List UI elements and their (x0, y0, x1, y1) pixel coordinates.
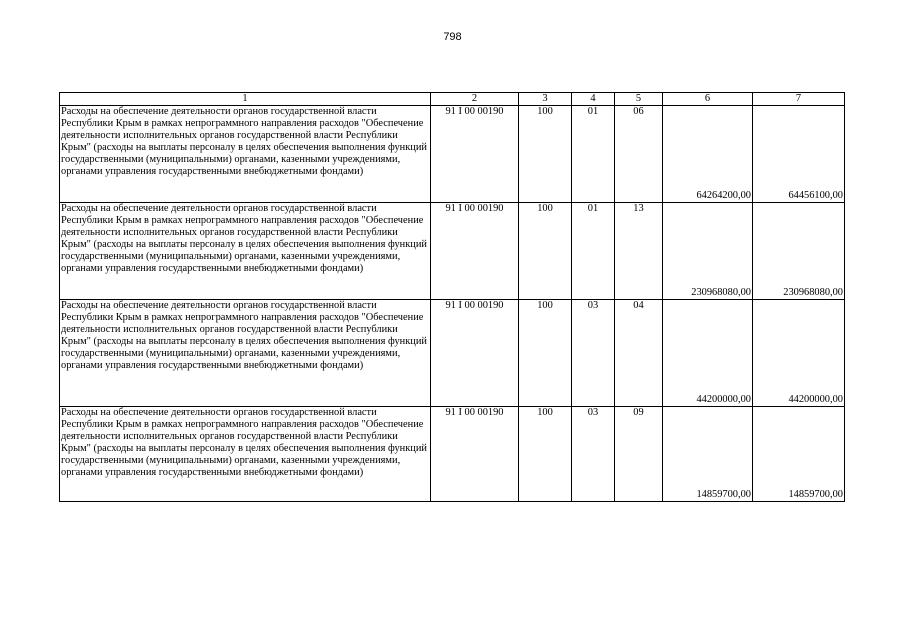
row-expense-type: 100 (519, 300, 572, 407)
column-header: 1 (60, 93, 431, 106)
budget-table (59, 92, 845, 502)
row-code: 91 I 00 00190 (431, 106, 519, 203)
row-description: Расходы на обеспечение деятельности органов государственной власти Республики Крым в рамках непрограммного направления расходов "Обеспечение деятельности исполнительных органов государственной власти Республики Крым" (расходы на выплаты персоналу в целях обеспечения выполнения функций государственными (муниципальными) органами, казенными учреждениями, органами управления государственными внебюджетными фондами) (60, 203, 431, 300)
column-header: 3 (519, 93, 572, 106)
table-row (60, 407, 845, 502)
row-amount-1: 64264200,00 (663, 106, 753, 203)
row-amount-2: 64456100,00 (753, 106, 845, 203)
table-header-row (60, 93, 845, 106)
row-amount-1: 44200000,00 (663, 300, 753, 407)
table-row (60, 106, 845, 203)
row-amount-2: 230968080,00 (753, 203, 845, 300)
row-subsection: 04 (615, 300, 663, 407)
page-number: 798 (443, 31, 462, 43)
row-expense-type: 100 (519, 203, 572, 300)
row-subsection: 06 (615, 106, 663, 203)
row-subsection: 13 (615, 203, 663, 300)
row-section: 01 (572, 106, 615, 203)
table-row (60, 203, 845, 300)
column-header: 6 (663, 93, 753, 106)
row-code: 91 I 00 00190 (431, 300, 519, 407)
row-expense-type: 100 (519, 407, 572, 502)
column-header: 2 (431, 93, 519, 106)
row-subsection: 09 (615, 407, 663, 502)
row-amount-2: 14859700,00 (753, 407, 845, 502)
row-code: 91 I 00 00190 (431, 407, 519, 502)
row-amount-1: 14859700,00 (663, 407, 753, 502)
row-description: Расходы на обеспечение деятельности органов государственной власти Республики Крым в рамках непрограммного направления расходов "Обеспечение деятельности исполнительных органов государственной власти Республики Крым" (расходы на выплаты персоналу в целях обеспечения выполнения функций государственными (муниципальными) органами, казенными учреждениями, органами управления государственными внебюджетными фондами) (60, 106, 431, 203)
row-description: Расходы на обеспечение деятельности органов государственной власти Республики Крым в рамках непрограммного направления расходов "Обеспечение деятельности исполнительных органов государственной власти Республики Крым" (расходы на выплаты персоналу в целях обеспечения выполнения функций государственными (муниципальными) органами, казенными учреждениями, органами управления государственными внебюджетными фондами) (60, 407, 431, 502)
row-amount-1: 230968080,00 (663, 203, 753, 300)
row-section: 03 (572, 300, 615, 407)
row-section: 03 (572, 407, 615, 502)
row-code: 91 I 00 00190 (431, 203, 519, 300)
column-header: 7 (753, 93, 845, 106)
column-header: 4 (572, 93, 615, 106)
row-description: Расходы на обеспечение деятельности органов государственной власти Республики Крым в рамках непрограммного направления расходов "Обеспечение деятельности исполнительных органов государственной власти Республики Крым" (расходы на выплаты персоналу в целях обеспечения выполнения функций государственными (муниципальными) органами, казенными учреждениями, органами управления государственными внебюджетными фондами) (60, 300, 431, 407)
table-row (60, 300, 845, 407)
column-header: 5 (615, 93, 663, 106)
row-amount-2: 44200000,00 (753, 300, 845, 407)
row-section: 01 (572, 203, 615, 300)
row-expense-type: 100 (519, 106, 572, 203)
